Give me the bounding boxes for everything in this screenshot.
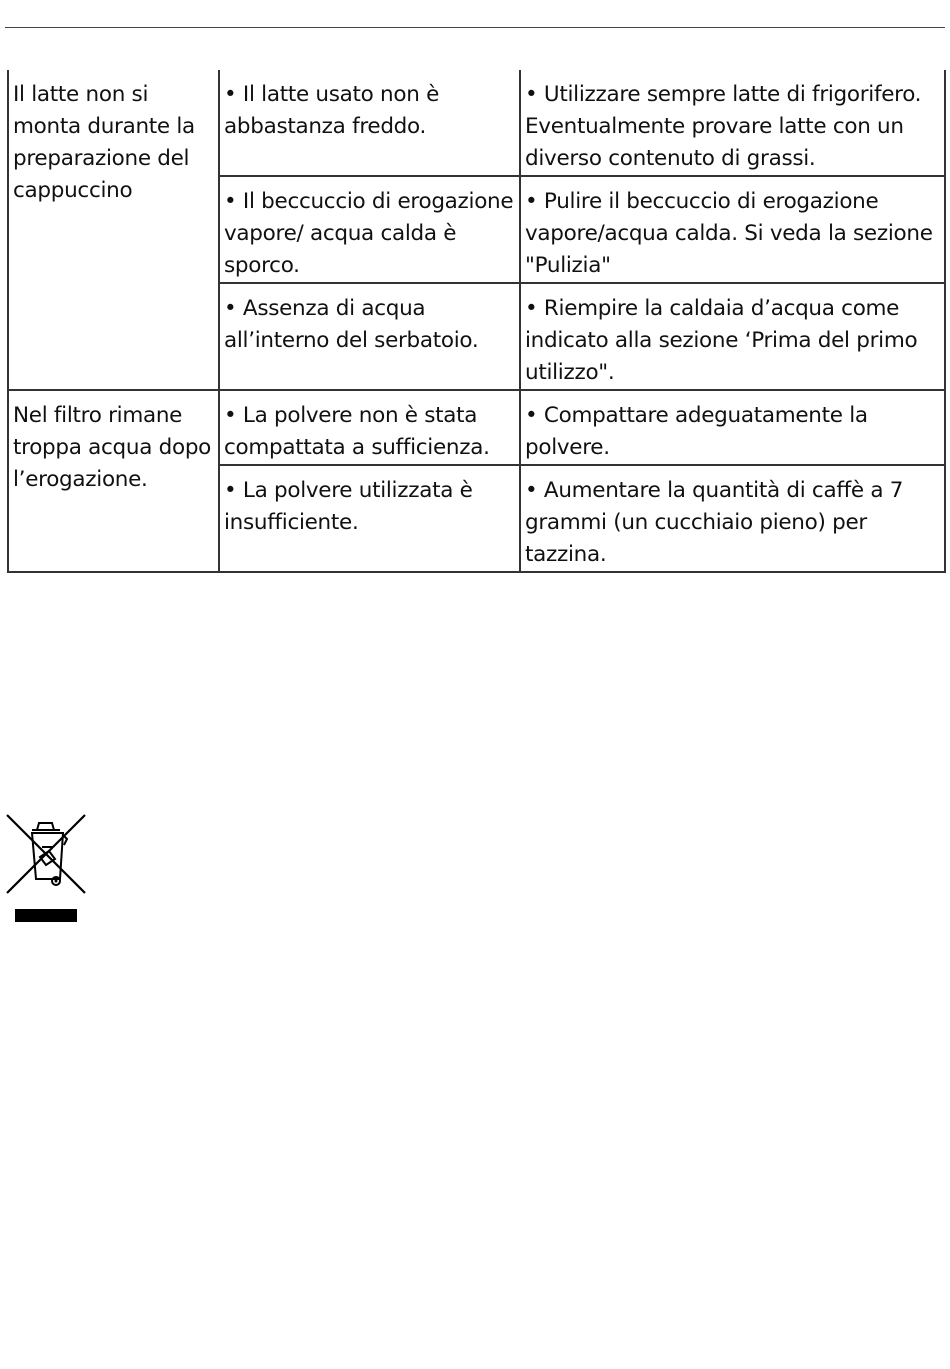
troubleshooting-table — [7, 70, 946, 573]
solution-cell: • Utilizzare sempre latte di frigorifero. Eventualmente provare latte con un diverso contenuto di grassi. — [520, 70, 945, 176]
problem-cell: Nel filtro rimane troppa acqua dopo l’erogazione. — [8, 390, 219, 572]
solution-cell: • Pulire il beccuccio di erogazione vapore/acqua calda. Si veda la sezione "Pulizia" — [520, 176, 945, 283]
cause-cell: • Il beccuccio di erogazione vapore/ acqua calda è sporco. — [219, 176, 520, 283]
cause-cell: • La polvere non è stata compattata a sufficienza. — [219, 390, 520, 465]
header-rule — [5, 27, 945, 28]
solution-cell: • Compattare adeguatamente la polvere. — [520, 390, 945, 465]
weee-bar — [15, 909, 77, 922]
problem-cell: Il latte non si monta durante la preparazione del cappuccino — [8, 70, 219, 390]
solution-cell: • Aumentare la quantità di caffè a 7 grammi (un cucchiaio pieno) per tazzina. — [520, 465, 945, 572]
cause-cell: • Il latte usato non è abbastanza freddo. — [219, 70, 520, 176]
table-row — [8, 390, 945, 465]
solution-cell: • Riempire la caldaia d’acqua come indicato alla sezione ‘Prima del primo utilizzo". — [520, 283, 945, 390]
crossed-out-wheelie-bin-icon — [5, 813, 87, 895]
cause-cell: • La polvere utilizzata è insufficiente. — [219, 465, 520, 572]
table-row — [8, 70, 945, 176]
cause-cell: • Assenza di acqua all’interno del serbatoio. — [219, 283, 520, 390]
